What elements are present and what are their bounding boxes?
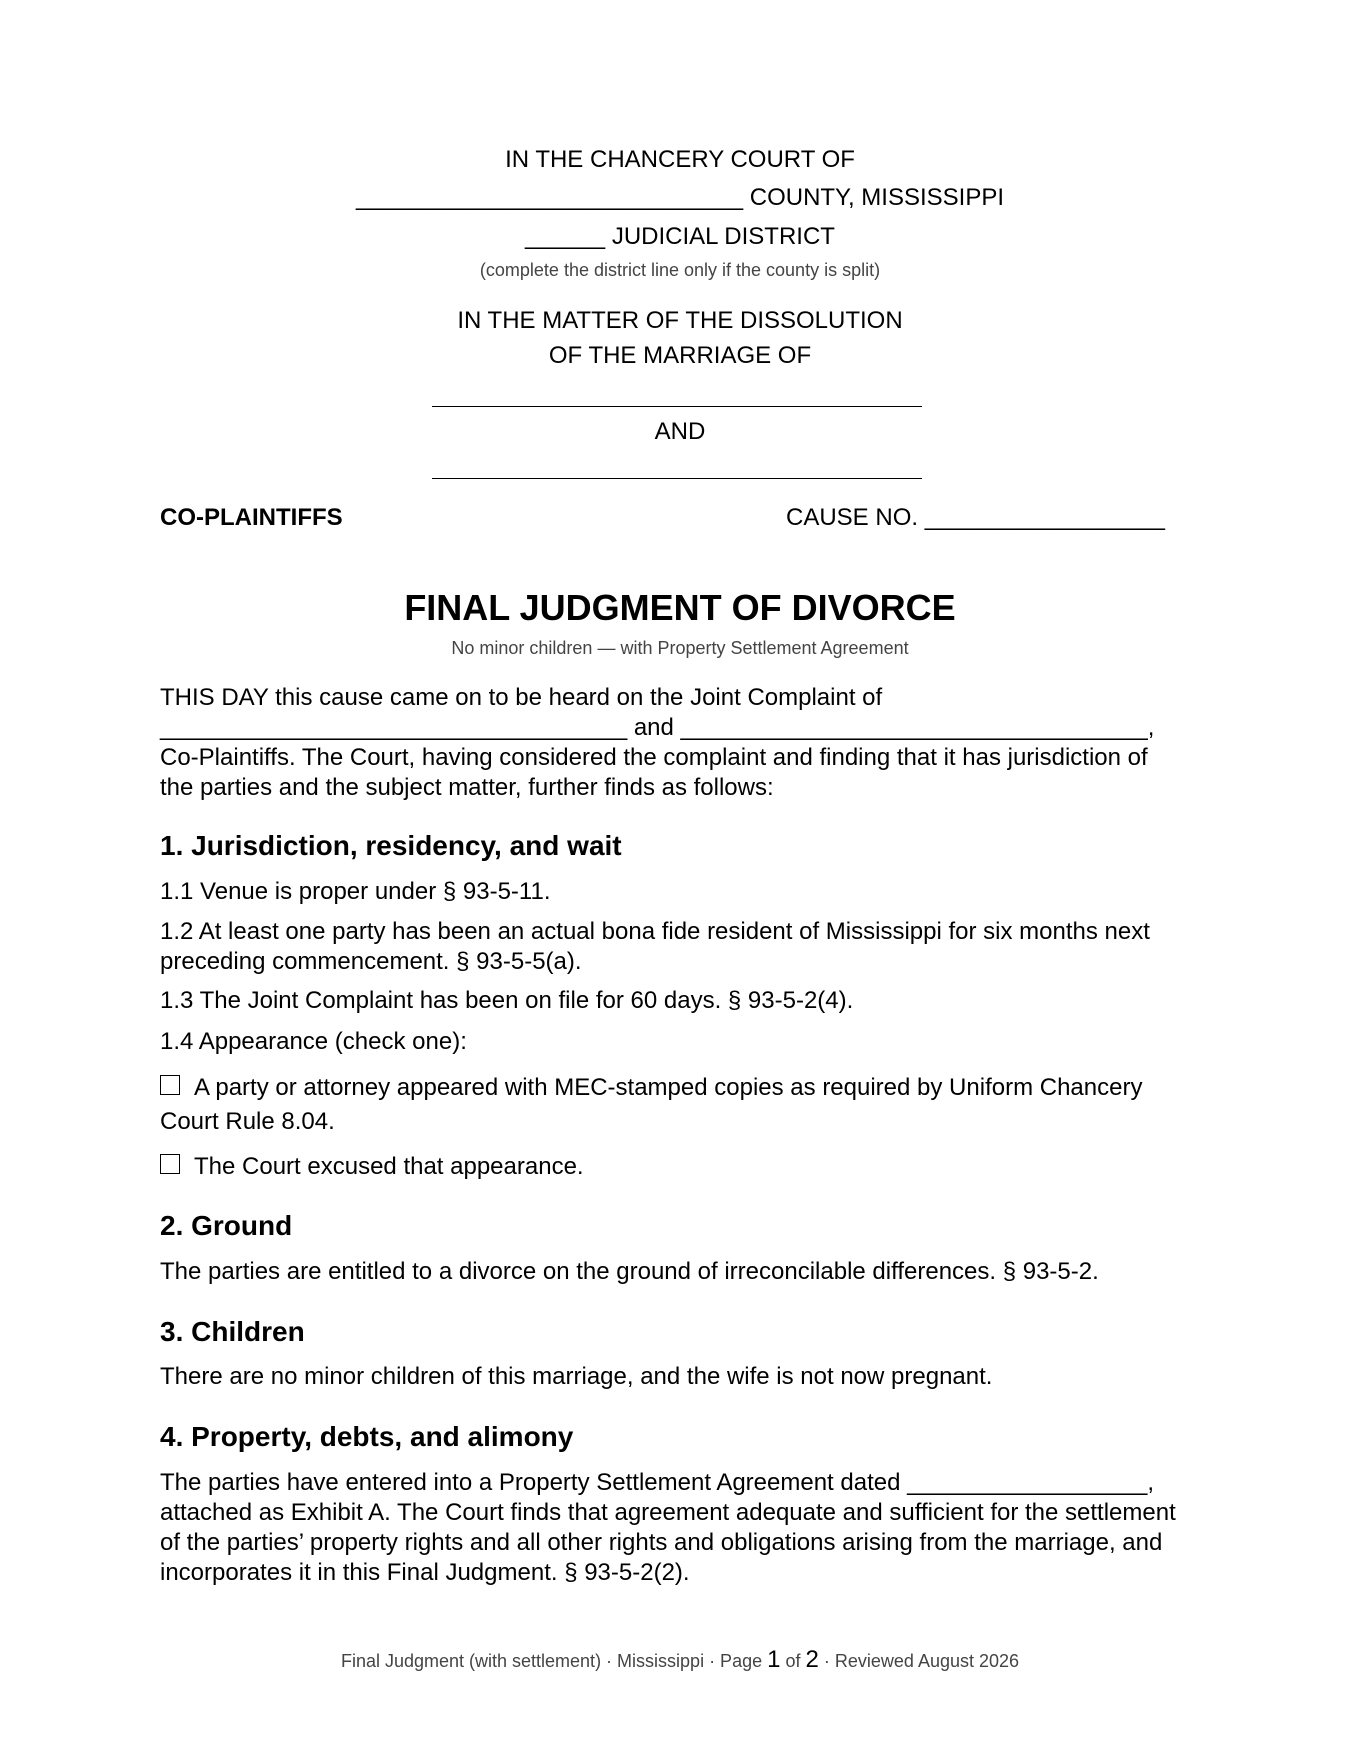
section-4-line-2: attached as Exhibit A. The Court finds that agreement adequate and sufficient for the settlement	[160, 1499, 1176, 1526]
footer-prefix: Final Judgment (with settlement) · Mississippi · Page	[340, 1651, 763, 1671]
para-1-3: 1.3 The Joint Complaint has been on file for 60 days. § 93-5-2(4).	[160, 987, 854, 1014]
section-4-text	[160, 1468, 1210, 1588]
county-line	[0, 184, 1360, 212]
appearance-option-1[interactable]	[160, 1071, 1210, 1139]
party-two-blank[interactable]	[432, 478, 922, 479]
cause-number-field[interactable]: CAUSE NO. __________________	[786, 504, 1165, 531]
section-3-heading: 3. Children	[160, 1316, 305, 1347]
section-2-heading: 2. Ground	[160, 1210, 293, 1241]
appearance-option-1-line-2: Court Rule 8.04.	[160, 1108, 335, 1135]
footer-page-total: 2	[805, 1646, 819, 1673]
intro-line-2-party-blanks[interactable]: ___________________________________ and ___________________________________,	[160, 714, 1155, 741]
para-1-2-line-1: 1.2 At least one party has been an actual bona fide resident of Mississippi for six months next	[160, 918, 1150, 945]
para-1-1: 1.1 Venue is proper under § 93-5-11.	[160, 878, 551, 905]
district-line	[0, 223, 1360, 251]
checkbox-icon[interactable]	[160, 1154, 180, 1174]
district-blank[interactable]: ______	[525, 223, 606, 250]
section-4-heading: 4. Property, debts, and alimony	[160, 1421, 574, 1452]
intro-line-3: Co-Plaintiffs. The Court, having considered the complaint and finding that it has jurisdiction of	[160, 744, 1148, 771]
para-1-2	[160, 917, 1210, 977]
matter-line-1: IN THE MATTER OF THE DISSOLUTION	[457, 307, 903, 334]
district-note: (complete the district line only if the county is split)	[479, 260, 881, 280]
para-1-2-line-2: preceding commencement. § 93-5-5(a).	[160, 948, 582, 975]
appearance-option-1-line-1: A party or attorney appeared with MEC-stamped copies as required by Uniform Chancery	[194, 1074, 1143, 1101]
section-3-text: There are no minor children of this marriage, and the wife is not now pregnant.	[160, 1363, 993, 1390]
document-subtitle: No minor children — with Property Settlement Agreement	[451, 638, 909, 658]
section-2-text: The parties are entitled to a divorce on the ground of irreconcilable differences. § 93-5-2.	[160, 1258, 1099, 1285]
footer-of: of	[785, 1651, 801, 1671]
county-label: COUNTY, MISSISSIPPI	[749, 184, 1005, 211]
district-label: JUDICIAL DISTRICT	[611, 223, 835, 250]
appearance-option-2-label: The Court excused that appearance.	[194, 1153, 584, 1180]
section-4-line-4: incorporates it in this Final Judgment. § 93-5-2(2).	[160, 1559, 690, 1586]
page-footer	[0, 1646, 1360, 1674]
section-1-heading: 1. Jurisdiction, residency, and wait	[160, 830, 622, 861]
county-blank[interactable]: _____________________________	[355, 184, 744, 211]
intro-line-1: THIS DAY this cause came on to be heard on the Joint Complaint of	[160, 684, 883, 711]
co-plaintiffs-label: CO-PLAINTIFFS	[160, 504, 343, 531]
section-4-line-3: of the parties’ property rights and all other rights and obligations arising from the marriage, and	[160, 1529, 1163, 1556]
and-label: AND	[654, 418, 706, 445]
footer-page-number: 1	[767, 1646, 781, 1673]
court-line: IN THE CHANCERY COURT OF	[505, 146, 855, 173]
document-title: FINAL JUDGMENT OF DIVORCE	[404, 587, 956, 628]
intro-line-4: the parties and the subject matter, further finds as follows:	[160, 774, 774, 801]
para-1-4: 1.4 Appearance (check one):	[160, 1028, 467, 1055]
checkbox-icon[interactable]	[160, 1075, 180, 1095]
party-one-blank[interactable]	[432, 406, 922, 407]
footer-suffix: · Reviewed August 2026	[823, 1651, 1020, 1671]
intro-paragraph	[160, 683, 1210, 803]
section-4-line-1[interactable]: The parties have entered into a Property Settlement Agreement dated __________________,	[160, 1469, 1155, 1496]
appearance-option-2[interactable]	[160, 1150, 1210, 1184]
matter-line-2: OF THE MARRIAGE OF	[548, 342, 812, 369]
